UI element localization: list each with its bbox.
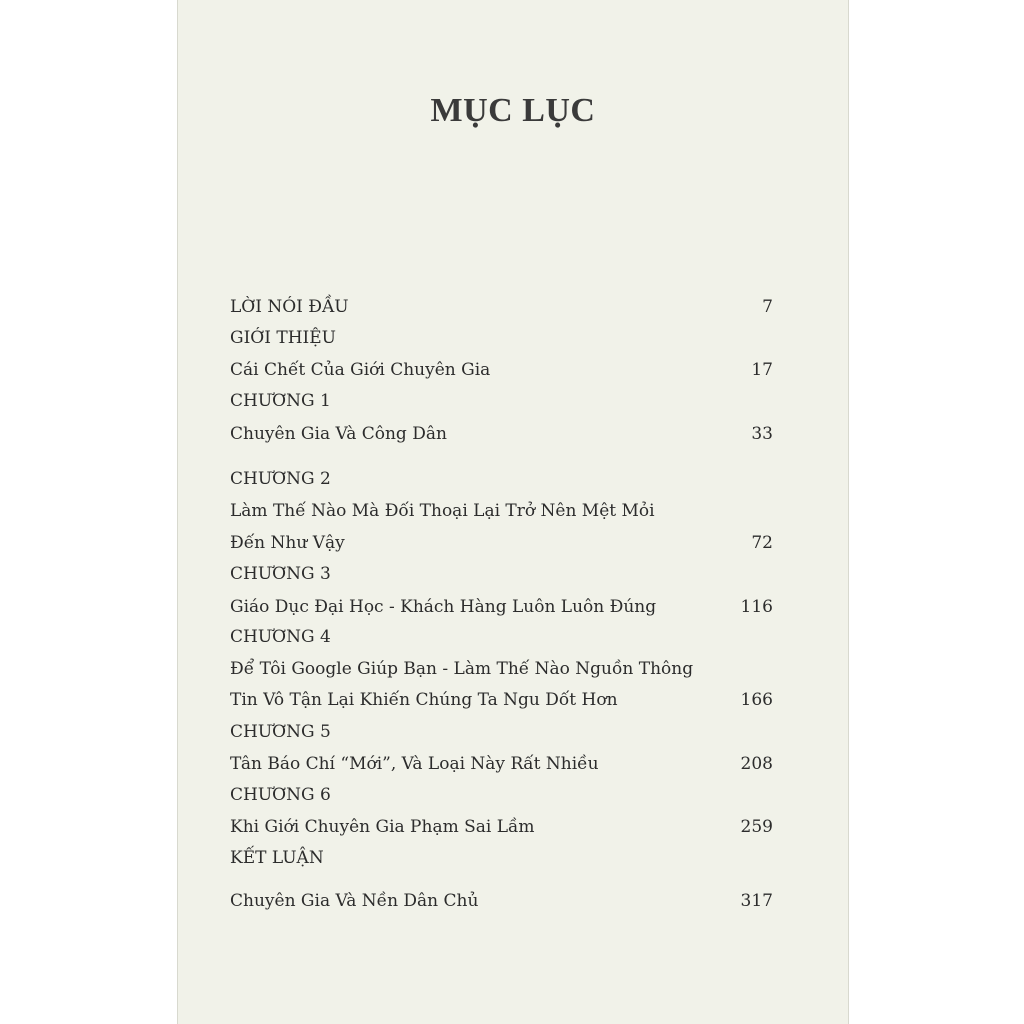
toc-entry-text: KẾT LUẬN <box>230 848 324 868</box>
toc-entry-text: GIỚI THIỆU <box>230 328 336 348</box>
book-page <box>177 0 849 1024</box>
toc-entry-text: CHƯƠNG 4 <box>230 627 331 647</box>
toc-entry-text: Khi Giới Chuyên Gia Phạm Sai Lầm <box>230 817 535 837</box>
toc-entry-text: Cái Chết Của Giới Chuyên Gia <box>230 360 491 380</box>
toc-entry-text: LỜI NÓI ĐẦU <box>230 297 349 317</box>
toc-entry-text: Chuyên Gia Và Nền Dân Chủ <box>230 891 479 911</box>
toc-entry-text: Làm Thế Nào Mà Đối Thoại Lại Trở Nên Mệt Mỏi <box>230 501 655 521</box>
toc-entry-text: Đến Như Vậy <box>230 533 345 553</box>
toc-entry-text: Để Tôi Google Giúp Bạn - Làm Thế Nào Nguồn Thông <box>230 659 694 679</box>
toc-entry-page: 208 <box>740 754 773 774</box>
toc-entry-page: 72 <box>751 533 773 553</box>
toc-entry-text: CHƯƠNG 2 <box>230 469 331 489</box>
toc-entry-text: Giáo Dục Đại Học - Khách Hàng Luôn Luôn Đúng <box>230 597 657 617</box>
toc-entry-page: 17 <box>751 360 773 380</box>
toc-entry-text: Tân Báo Chí “Mới”, Và Loại Này Rất Nhiều <box>230 754 599 774</box>
toc-entry-text: Chuyên Gia Và Công Dân <box>230 424 447 444</box>
toc-entry-page: 33 <box>751 424 773 444</box>
toc-entry-page: 259 <box>740 817 773 837</box>
toc-entry-page: 116 <box>740 597 773 617</box>
toc-entry-text: CHƯƠNG 1 <box>230 391 331 411</box>
page-title: MỤC LỤC <box>430 92 596 129</box>
toc-entry-page: 317 <box>740 891 773 911</box>
toc-entry-text: Tin Vô Tận Lại Khiến Chúng Ta Ngu Dốt Hơn <box>230 690 618 710</box>
toc-entry-text: CHƯƠNG 5 <box>230 722 331 742</box>
toc-entry-text: CHƯƠNG 3 <box>230 564 331 584</box>
toc-entry-text: CHƯƠNG 6 <box>230 785 331 805</box>
toc-entry-page: 7 <box>762 297 773 317</box>
toc-entry-page: 166 <box>740 690 773 710</box>
